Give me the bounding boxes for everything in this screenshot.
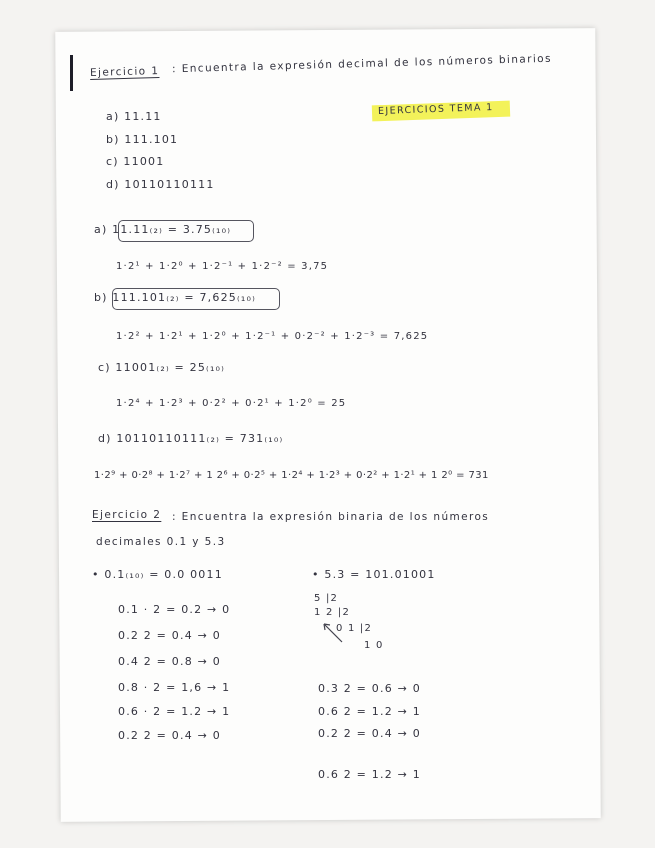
left-step-4: 0.8 · 2 = 1,6 → 1 xyxy=(118,681,231,694)
exercise2-task-line2: decimales 0.1 y 5.3 xyxy=(96,536,226,548)
division-row-2: 1 2 |2 xyxy=(314,607,351,618)
ex1-item-d: d) 10110110111 xyxy=(106,178,215,191)
left-result: • 0.1₍₁₀₎ = 0.0 0011 xyxy=(92,568,223,581)
left-step-6: 0.2 2 = 0.4 → 0 xyxy=(118,729,221,742)
left-step-5: 0.6 · 2 = 1.2 → 1 xyxy=(118,705,231,718)
solution-b: b) 111.101₍₂₎ = 7,625₍₁₀₎ xyxy=(94,291,256,304)
right-step-1: 0.3 2 = 0.6 → 0 xyxy=(318,682,421,695)
division-row-3: 0 1 |2 xyxy=(336,623,373,634)
division-arrow xyxy=(318,618,348,648)
solution-c-work: 1·2⁴ + 1·2³ + 0·2² + 0·2¹ + 1·2⁰ = 25 xyxy=(116,398,347,409)
solution-d-work: 1·2⁹ + 0·2⁸ + 1·2⁷ + 1 2⁶ + 0·2⁵ + 1·2⁴ + 1·2³ + 0·2² + 1·2¹ + 1 2⁰ = 731 xyxy=(94,470,489,481)
exercise2-task: : Encuentra la expresión binaria de los números xyxy=(172,511,490,523)
exercise1-task: : Encuentra la expresión decimal de los números binarios xyxy=(171,52,553,76)
margin-mark xyxy=(70,55,73,91)
topic-tag: EJERCICIOS TEMA 1 xyxy=(377,101,494,118)
exercise2-label: Ejercicio 2 xyxy=(92,509,162,521)
exercise1-label: Ejercicio 1 xyxy=(89,65,160,79)
solution-a-work: 1·2¹ + 1·2⁰ + 1·2⁻¹ + 1·2⁻² = 3,75 xyxy=(116,261,329,272)
left-step-2: 0.2 2 = 0.4 → 0 xyxy=(118,629,221,642)
right-step-2: 0.6 2 = 1.2 → 1 xyxy=(318,705,421,718)
ex1-item-c: c) 11001 xyxy=(106,155,165,168)
right-step-3: 0.2 2 = 0.4 → 0 xyxy=(318,727,421,740)
right-step-4: 0.6 2 = 1.2 → 1 xyxy=(318,768,421,781)
solution-a: a) 11.11₍₂₎ = 3.75₍₁₀₎ xyxy=(94,223,232,236)
solution-d: d) 10110110111₍₂₎ = 731₍₁₀₎ xyxy=(98,432,284,445)
ex1-item-b: b) 111.101 xyxy=(106,133,179,146)
solution-c: c) 11001₍₂₎ = 25₍₁₀₎ xyxy=(98,361,226,374)
solution-b-work: 1·2² + 1·2¹ + 1·2⁰ + 1·2⁻¹ + 0·2⁻² + 1·2⁻³ = 7,625 xyxy=(116,331,429,342)
right-result: • 5.3 = 101.01001 xyxy=(312,568,436,581)
division-row-1: 5 |2 xyxy=(314,593,339,604)
left-step-3: 0.4 2 = 0.8 → 0 xyxy=(118,655,221,668)
notebook-page xyxy=(55,28,601,822)
ex1-item-a: a) 11.11 xyxy=(106,110,162,123)
left-step-1: 0.1 · 2 = 0.2 → 0 xyxy=(118,603,231,616)
division-row-4: 1 0 xyxy=(364,640,384,651)
